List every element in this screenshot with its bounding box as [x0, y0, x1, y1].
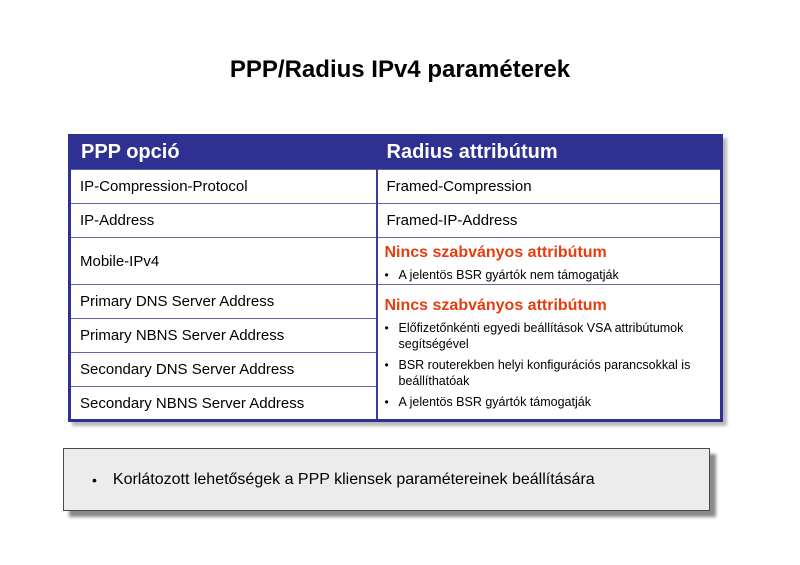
ppp-option-cell: Secondary DNS Server Address — [70, 353, 377, 387]
radius-attribute-cell — [377, 238, 722, 285]
column-header-radius: Radius attribútum — [377, 136, 722, 170]
list-item — [385, 320, 717, 352]
table-header-row — [70, 136, 722, 170]
bullet-glyph: • — [384, 321, 389, 335]
ppp-option-cell: Primary DNS Server Address — [70, 285, 377, 319]
bullet-glyph: • — [92, 471, 97, 488]
ppp-radius-table — [68, 134, 723, 422]
column-header-ppp: PPP opció — [70, 136, 377, 170]
radius-attribute-cell: Framed-IP-Address — [377, 204, 722, 238]
ppp-option-cell: Mobile-IPv4 — [70, 238, 377, 285]
ppp-option-cell: Primary NBNS Server Address — [70, 319, 377, 353]
ppp-option-cell: IP-Address — [70, 204, 377, 238]
bullet-glyph: • — [384, 358, 389, 372]
no-standard-attribute-heading: Nincs szabványos attribútum — [384, 297, 607, 314]
list-item — [385, 357, 717, 389]
list-item-text: Előfizetőnkénti egyedi beállítások VSA attribútumok segítségével — [398, 321, 684, 351]
list-item-text: A jelentös BSR gyártók nem támogatják — [398, 268, 619, 282]
no-standard-attribute-heading: Nincs szabványos attribútum — [384, 244, 607, 261]
radius-attribute-cell: Framed-Compression — [377, 170, 722, 204]
bullet-glyph: • — [384, 395, 389, 409]
list-item — [385, 394, 717, 410]
list-item-text: A jelentös BSR gyártók támogatják — [398, 395, 591, 409]
list-item — [385, 267, 717, 283]
bullet-glyph: • — [384, 268, 389, 282]
table-row — [70, 204, 722, 238]
table-row — [70, 170, 722, 204]
summary-note-box — [63, 448, 710, 511]
summary-note-text: Korlátozott lehetőségek a PPP kliensek paramétereinek beállítására — [112, 470, 595, 488]
ppp-option-cell: Secondary NBNS Server Address — [70, 387, 377, 421]
table-row — [70, 285, 722, 319]
radius-attribute-merged-cell — [377, 285, 722, 421]
ppp-option-cell: IP-Compression-Protocol — [70, 170, 377, 204]
page-title: PPP/Radius IPv4 paraméterek — [229, 56, 571, 83]
list-item-text: BSR routerekben helyi konfigurációs parancsokkal is beállíthatóak — [398, 358, 691, 388]
table-row — [70, 238, 722, 285]
